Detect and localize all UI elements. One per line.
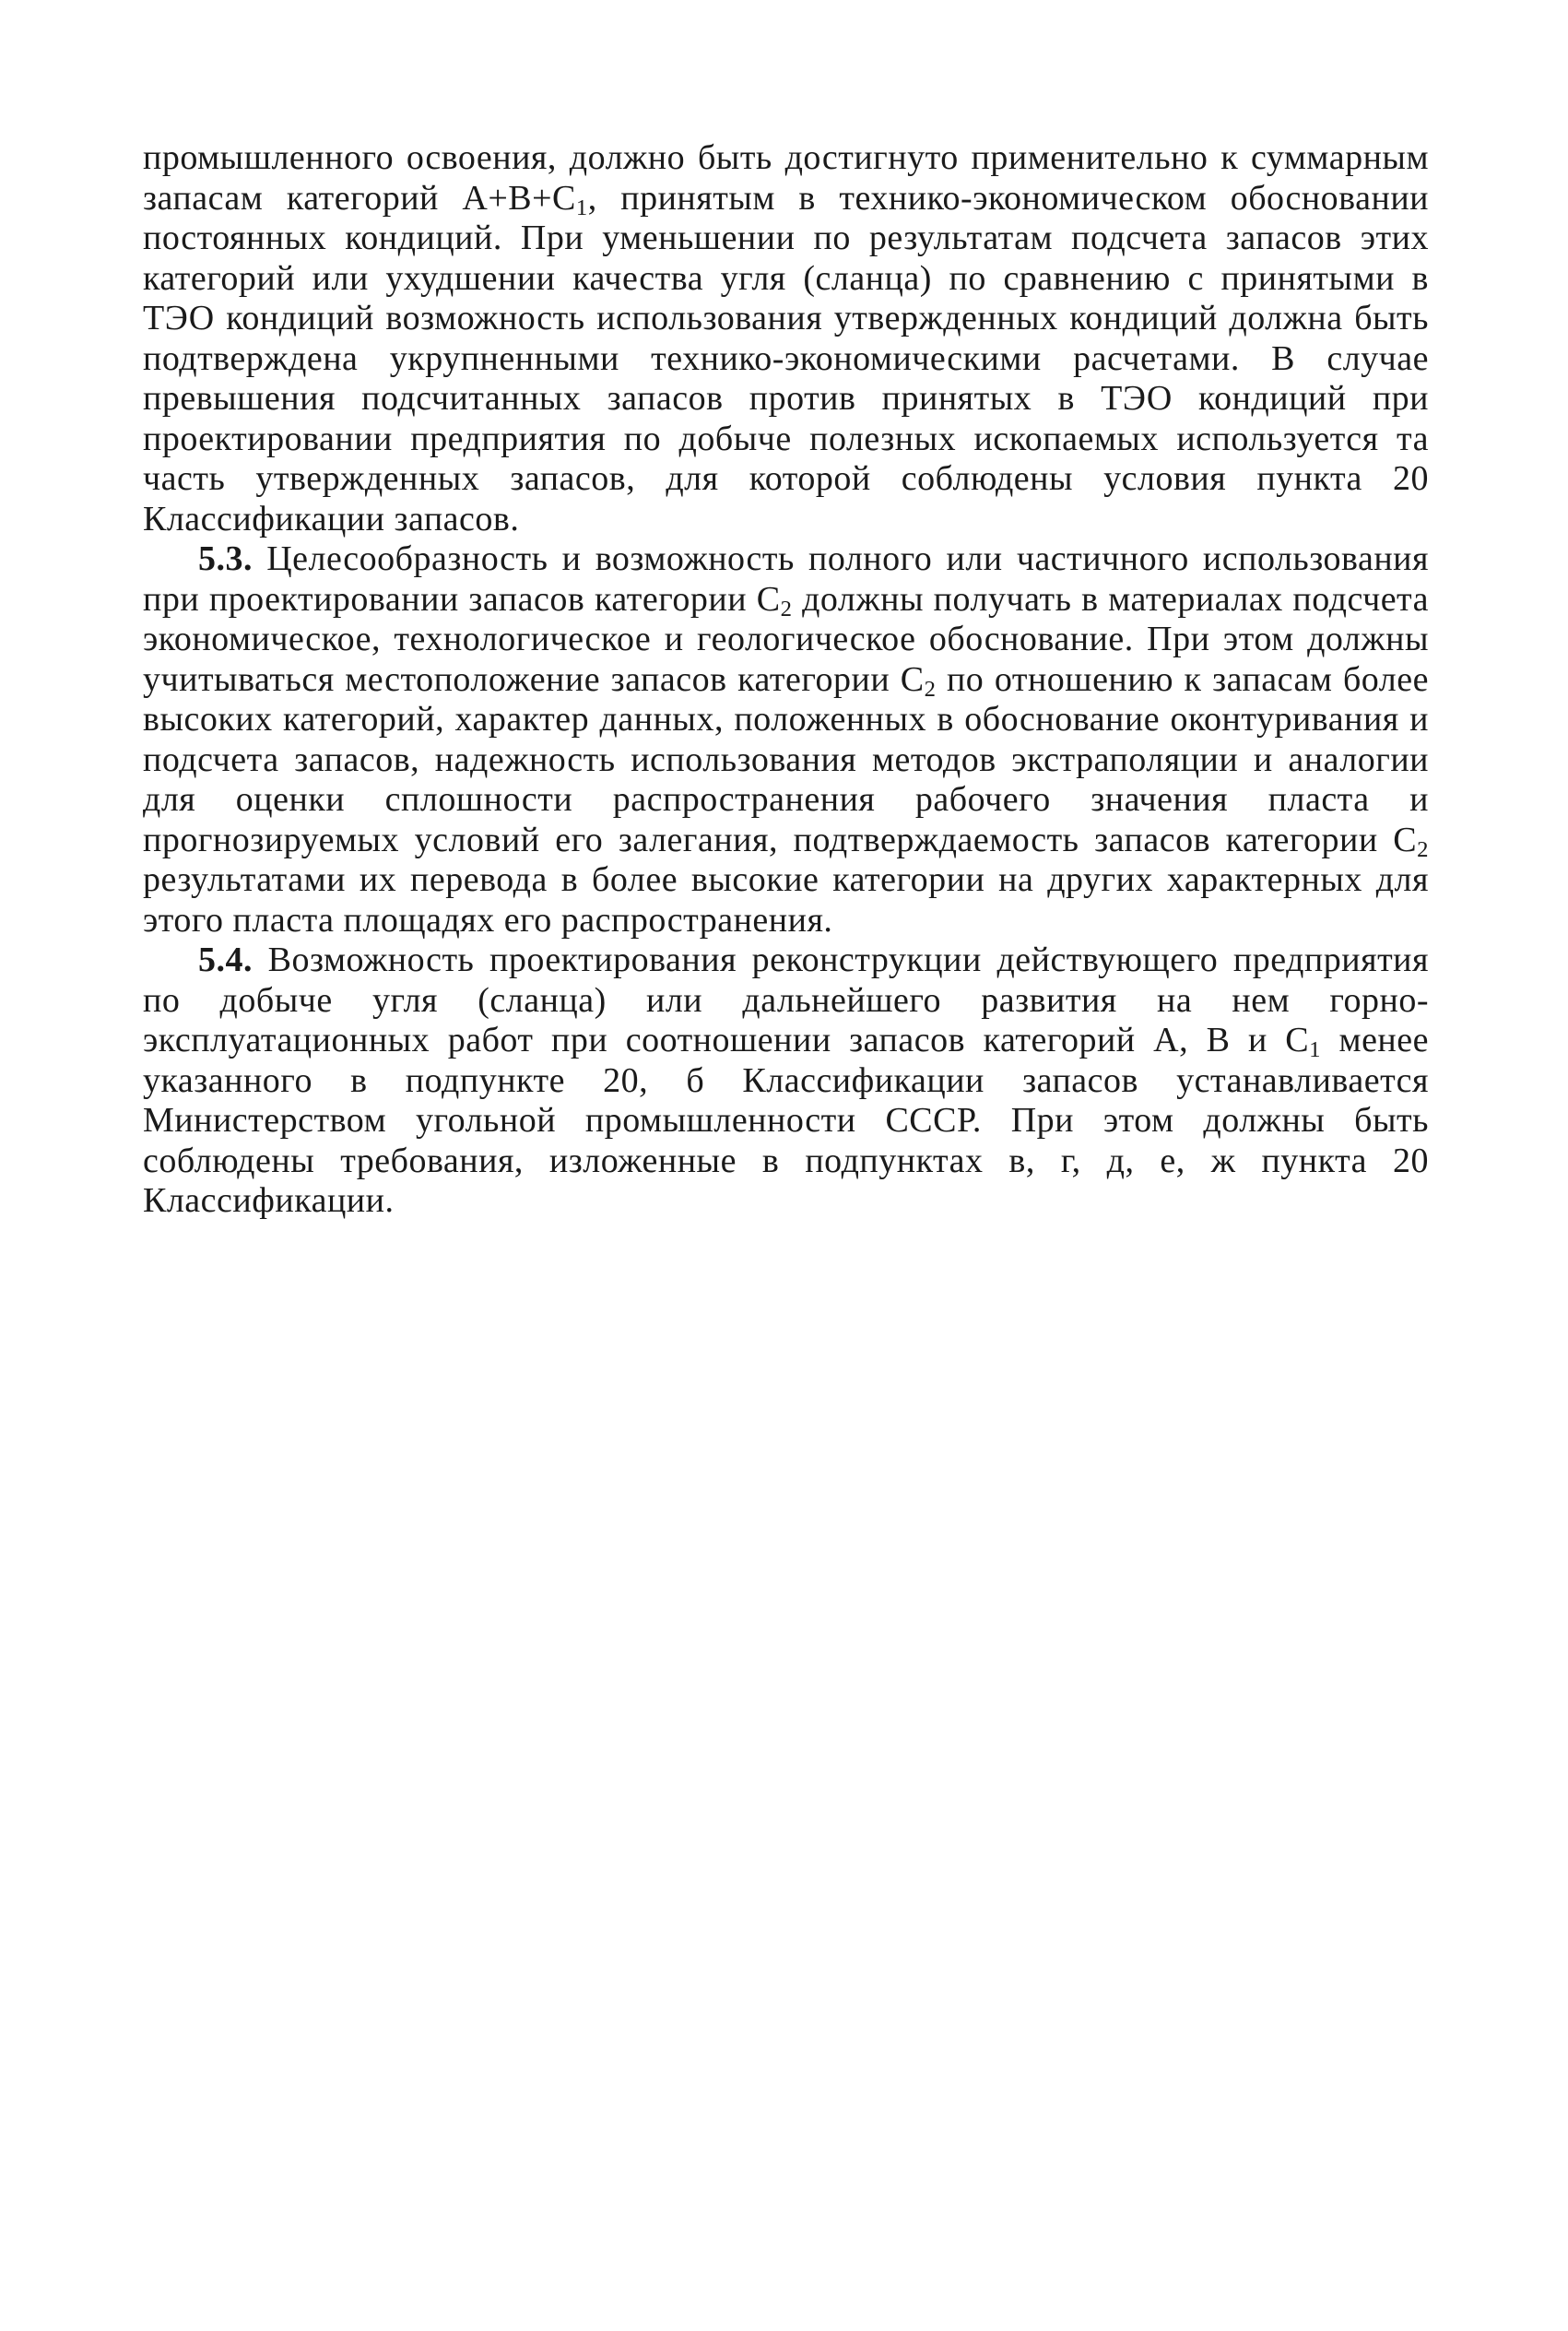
text-segment: Возможность проектирования реконструкции действующего предприятия по добыче угля (сланца) или дальнейшего развития на нем горно-эксплуатационных работ при соотношении запасов категорий A, B и C [143,941,1429,1059]
paragraph-number: 5.4. [198,941,253,979]
text-segment: промышленного освоения, должно быть достигнуто применительно к суммарным запасам категорий A+B+C [143,138,1429,218]
subscript: 2 [780,596,793,621]
text-segment: должны получать в материалах подсчета экономическое, технологическое и геологическое обоснование. При этом должны учитываться местоположение запасов категории C [143,579,1429,699]
text-segment: по отношению к запасам более высоких категорий, характер данных, положенных в обоснование оконтуривания и подсчета запасов, надежность использования методов экстраполяции и аналогии для оценки сплошности распространения рабочего значения пласта и прогнозируемых условий его залегания, подтверждаемость запасов категории C [143,659,1429,859]
subscript: 1 [575,195,588,220]
paragraph-5-4 [143,941,1429,1222]
paragraph-continuation [143,138,1429,539]
text-segment: результатами их перевода в более высокие категории на других характерных для этого пласта площадях его распространения. [143,860,1429,940]
text-segment: Целесообразность и возможность полного или частичного использования при проектировании запасов категории C [143,539,1429,619]
subscript: 2 [1417,836,1429,862]
paragraph-number: 5.3. [198,539,253,578]
text-segment: менее указанного в подпункте 20, б Классификации запасов устанавливается Министерством угольной промышленности СССР. При этом должны быть соблюдены требования, изложенные в подпунктах в, г, д, е, ж пункта 20 Классификации. [143,1021,1429,1220]
paragraph-5-3 [143,539,1429,941]
subscript: 2 [924,676,937,702]
subscript: 1 [1309,1037,1321,1063]
text-segment: , принятым в технико-экономическом обосновании постоянных кондиций. При уменьшении по результатам подсчета запасов этих категорий или ухудшении качества угля (сланца) по сравнению с принятыми в ТЭО кондиций возможность использования утвержденных кондиций должна быть подтверждена укрупненными технико-экономическими расчетами. В случае превышения подсчитанных запасов против принятых в ТЭО кондиций при проектировании предприятия по добыче полезных ископаемых используется та часть утвержденных запасов, для которой соблюдены условия пункта 20 Классификации запасов. [143,178,1429,538]
document-page [143,138,1429,1222]
